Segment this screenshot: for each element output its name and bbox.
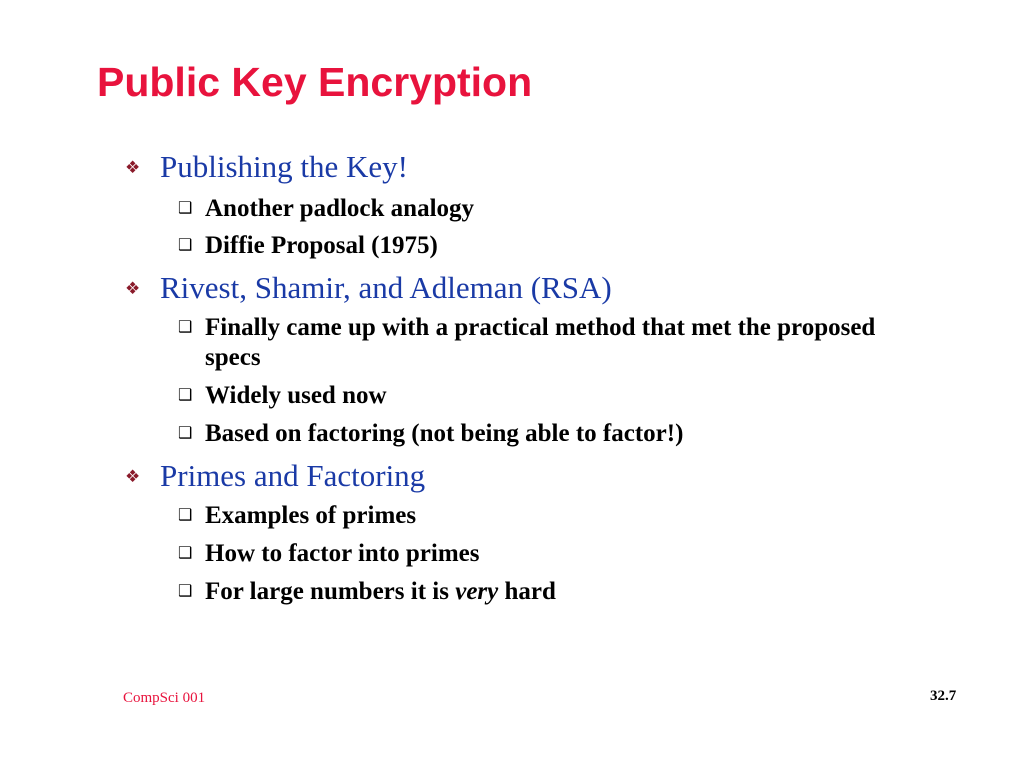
square-bullet-icon: ❑ <box>178 545 193 562</box>
list-item-text: Widely used now <box>205 382 387 409</box>
square-bullet-icon: ❑ <box>178 200 193 217</box>
list-item-text: Another padlock analogy <box>205 195 475 222</box>
list-item-text: How to factor into primes <box>205 540 480 567</box>
square-bullet-icon: ❑ <box>178 507 193 524</box>
section-heading-text: Rivest, Shamir, and Adleman (RSA) <box>160 270 612 305</box>
list-item-text: Examples of primes <box>205 502 417 529</box>
footer-slide-number: 32.7 <box>930 688 957 704</box>
diamond-bullet-icon: ❖ <box>125 467 141 486</box>
square-bullet-icon: ❑ <box>178 387 193 404</box>
square-bullet-icon: ❑ <box>178 319 193 336</box>
list-item-text-start: For large numbers it is <box>205 578 456 605</box>
list-item-text-end: hard <box>498 578 556 605</box>
diamond-bullet-icon: ❖ <box>125 279 141 298</box>
section-heading-text: Publishing the Key! <box>160 149 408 184</box>
slide-title: Public Key Encryption <box>97 59 533 105</box>
section-heading-text: Primes and Factoring <box>160 458 426 493</box>
square-bullet-icon: ❑ <box>178 237 193 254</box>
diamond-bullet-icon: ❖ <box>125 158 141 177</box>
footer-course: CompSci 001 <box>123 690 206 706</box>
square-bullet-icon: ❑ <box>178 425 193 442</box>
list-item-text <box>205 577 925 607</box>
emphasis-text: very <box>455 578 499 605</box>
list-item-text: Based on factoring (not being able to factor!) <box>205 420 684 447</box>
square-bullet-icon: ❑ <box>178 583 193 600</box>
list-item-text: Finally came up with a practical method that met the proposed specs <box>205 314 876 371</box>
list-item-text: Diffie Proposal (1975) <box>205 232 438 259</box>
